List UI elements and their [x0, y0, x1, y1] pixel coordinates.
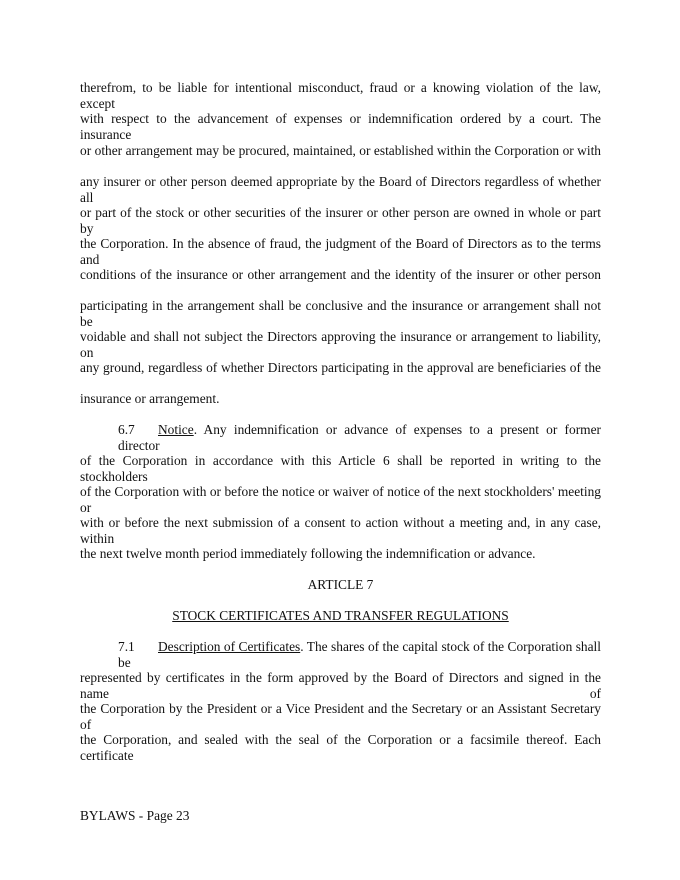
section-first-line	[80, 639, 601, 670]
text-line: voidable and shall not subject the Directors approving the insurance or arrangement to liability, on	[80, 329, 601, 360]
text-line: the Corporation by the President or a Vice President and the Secretary or an Assistant Secretary of	[80, 701, 601, 732]
text-line: the Corporation. In the absence of fraud, the judgment of the Board of Directors as to the terms and	[80, 236, 601, 267]
section-number: 7.1	[118, 639, 135, 654]
text-line: with or before the next submission of a consent to action without a meeting and, in any case, within	[80, 515, 601, 546]
text-span: . The shares of the capital stock of the Corporation shall be	[118, 639, 601, 670]
text-line: insurance or arrangement.	[80, 391, 220, 406]
text-line: any insurer or other person deemed appropriate by the Board of Directors regardless of whether all	[80, 174, 601, 205]
text-line: the next twelve month period immediately following the indemnification or advance.	[80, 546, 536, 561]
text-line: represented by certificates in the form approved by the Board of Directors and signed in the name of	[80, 670, 601, 701]
text-line: therefrom, to be liable for intentional misconduct, fraud or a knowing violation of the law, except	[80, 80, 601, 111]
article-subtitle-text: STOCK CERTIFICATES AND TRANSFER REGULATIONS	[172, 608, 509, 623]
text-span: . Any indemnification or advance of expenses to a present or former director	[118, 422, 601, 453]
section-number: 6.7	[118, 422, 135, 437]
text-line: any ground, regardless of whether Directors participating in the approval are beneficiaries of the	[80, 360, 601, 375]
text-line: of the Corporation in accordance with this Article 6 shall be reported in writing to the stockholders	[80, 453, 601, 484]
text-line: conditions of the insurance or other arrangement and the identity of the insurer or other person	[80, 267, 601, 282]
page-footer: BYLAWS - Page 23	[80, 808, 190, 823]
text-line: with respect to the advancement of expenses or indemnification ordered by a court. The insurance	[80, 111, 601, 142]
text-line: the Corporation, and sealed with the seal of the Corporation or a facsimile thereof. Each certificate	[80, 732, 601, 763]
section-first-line	[80, 422, 601, 453]
text-line: of the Corporation with or before the notice or waiver of notice of the next stockholders' meeting or	[80, 484, 601, 515]
article-title: ARTICLE 7	[307, 577, 374, 592]
article-subtitle	[80, 608, 601, 624]
text-line: or part of the stock or other securities of the insurer or other person are owned in whole or part by	[80, 205, 601, 236]
text-line: participating in the arrangement shall be conclusive and the insurance or arrangement shall not be	[80, 298, 601, 329]
section-heading: Description of Certificates	[158, 639, 301, 654]
section-heading: Notice	[158, 422, 194, 437]
text-line: or other arrangement may be procured, maintained, or established within the Corporation or with	[80, 143, 601, 158]
